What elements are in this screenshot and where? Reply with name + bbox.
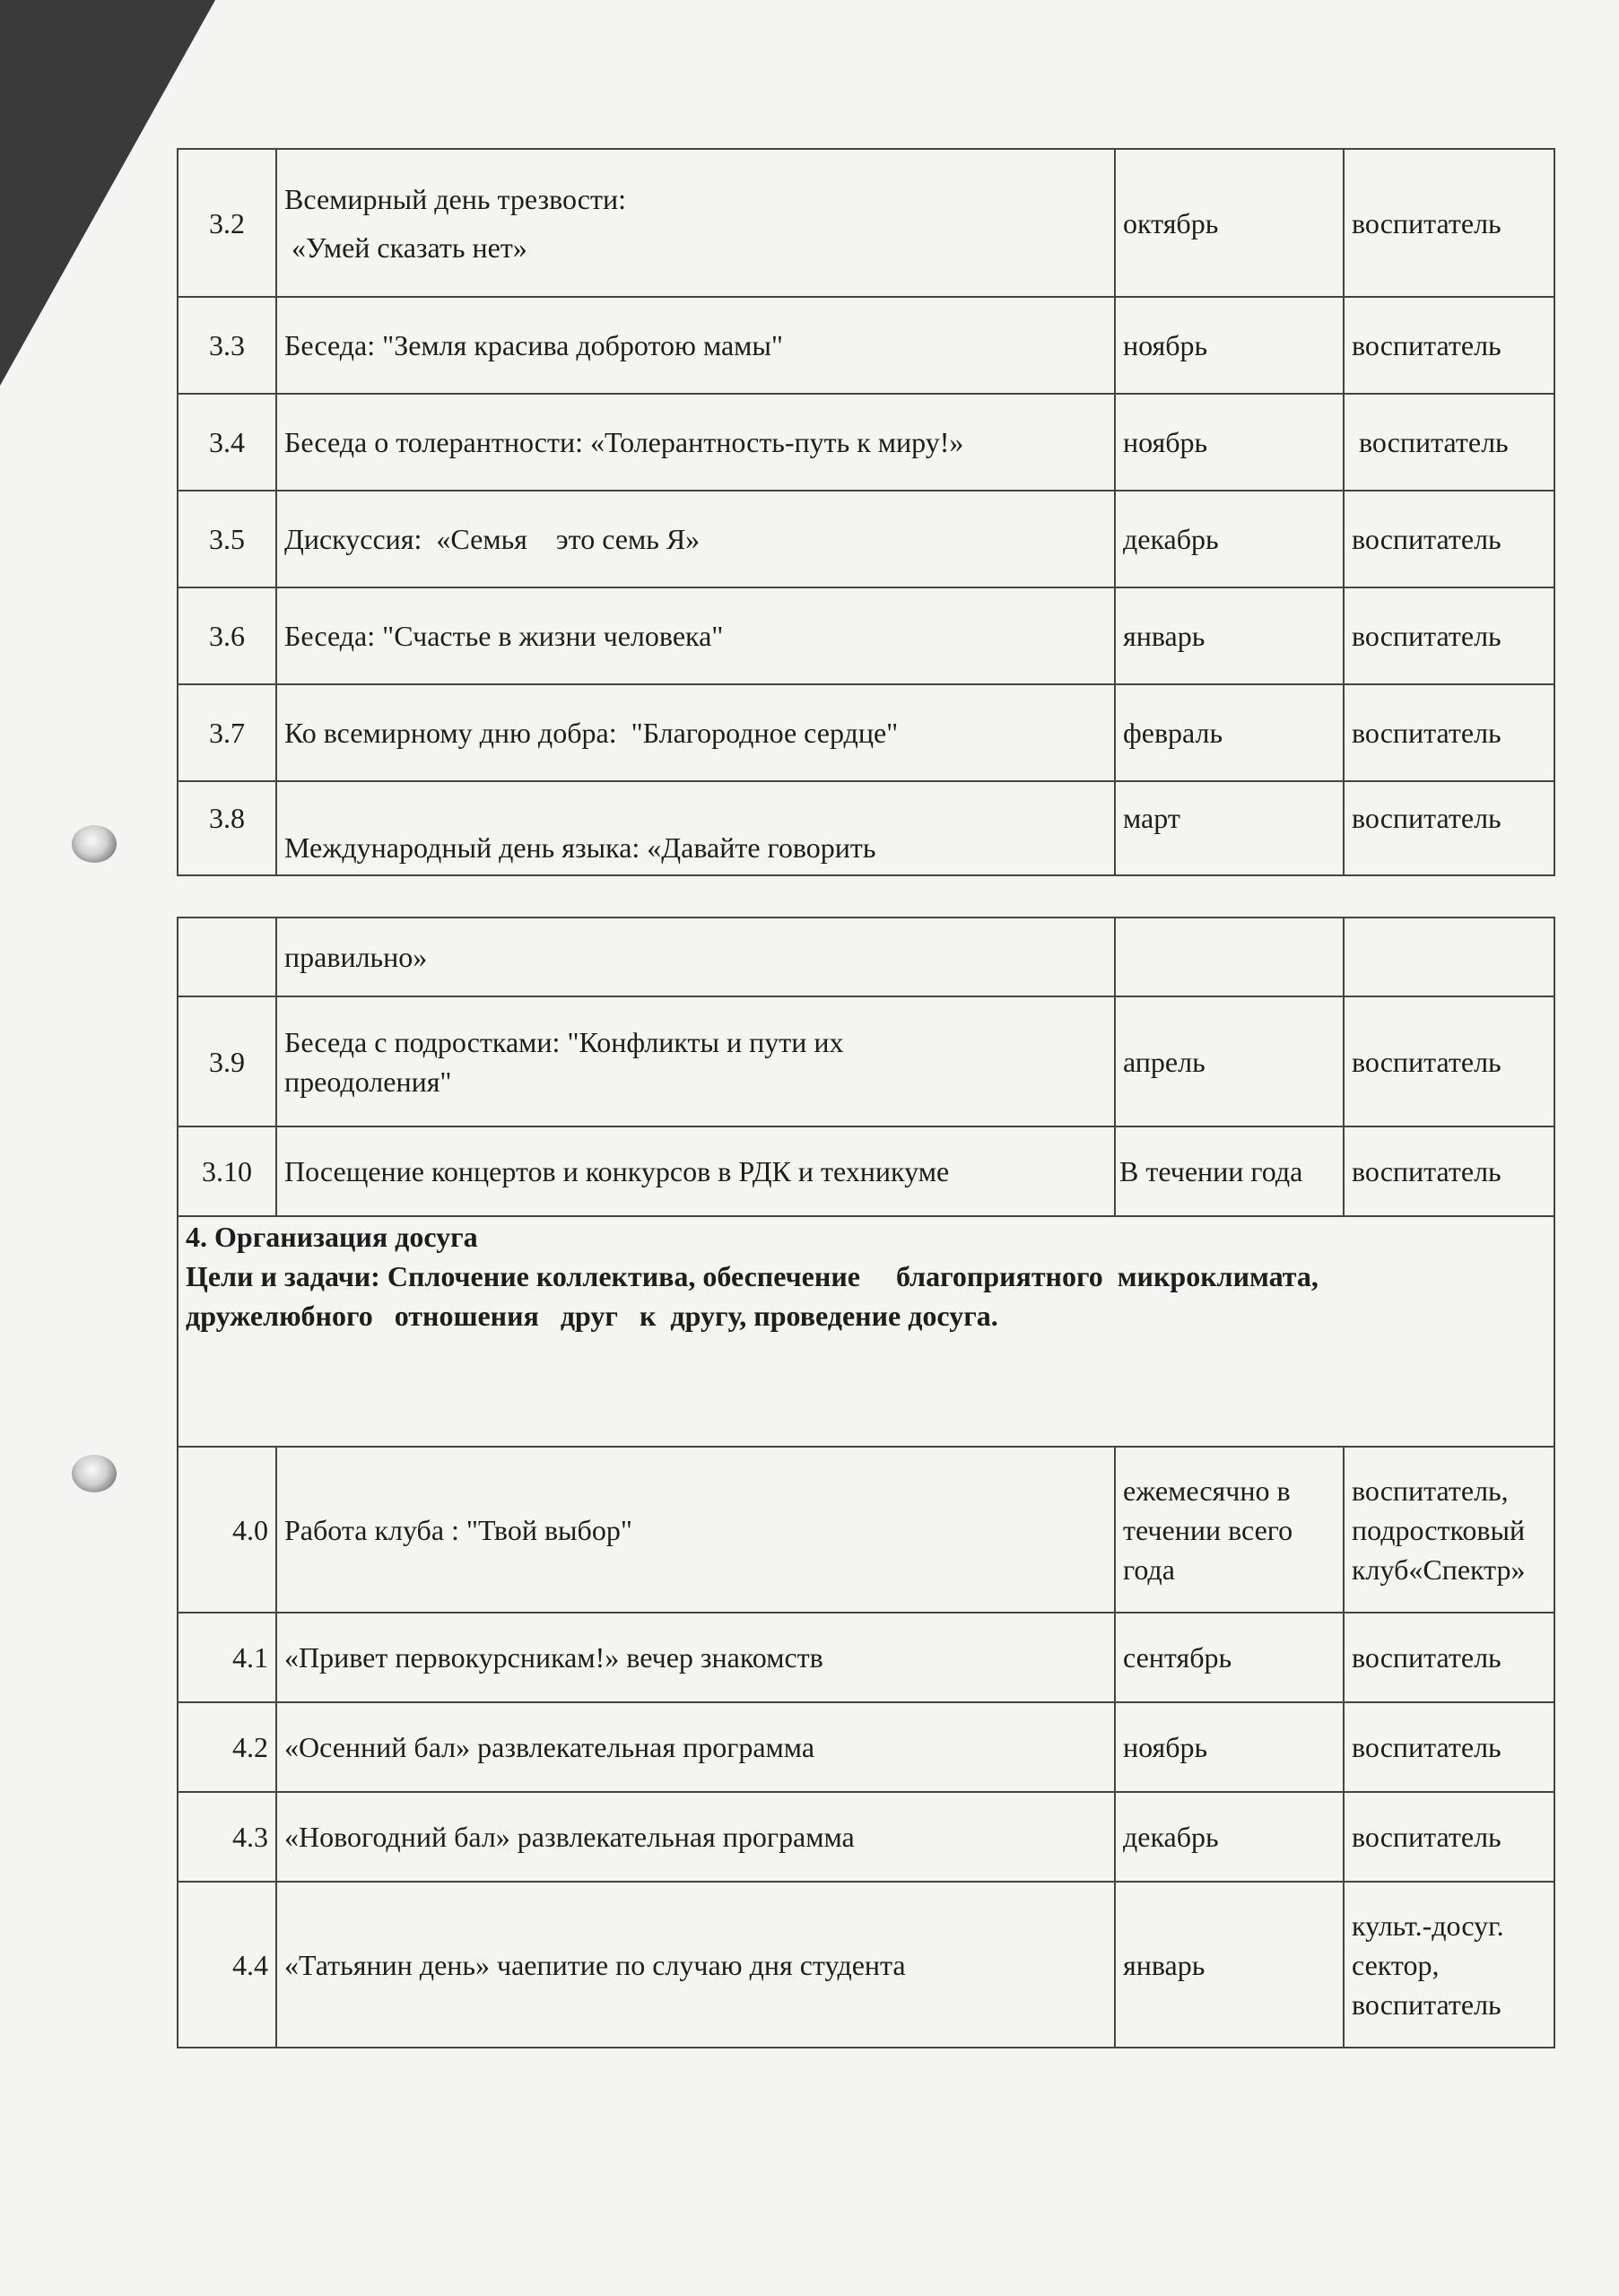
- event-cell: Ко всемирному дню добра: "Благородное сердце": [276, 684, 1115, 781]
- responsible-cell: воспитатель: [1344, 149, 1554, 297]
- table-row: [178, 1613, 1554, 1702]
- row-number: 3.3: [178, 297, 276, 394]
- date-cell: [1115, 1447, 1344, 1613]
- date-cell: ноябрь: [1115, 394, 1344, 491]
- events-table-part2: [177, 917, 1555, 2048]
- date-cell: октябрь: [1115, 149, 1344, 297]
- table-row: [178, 1882, 1554, 2048]
- table-row: [178, 394, 1554, 491]
- responsible-line: культ.-досуг.: [1352, 1909, 1504, 1942]
- event-cell: «Новогодний бал» развлекательная программа: [276, 1792, 1115, 1882]
- event-cell: Дискуссия: «Семья это семь Я»: [276, 491, 1115, 587]
- responsible-cell: воспитатель: [1344, 781, 1554, 875]
- date-line: ежемесячно в: [1123, 1474, 1291, 1507]
- responsible-cell: воспитатель: [1344, 1702, 1554, 1792]
- event-cell: [276, 996, 1115, 1126]
- event-cell: Посещение концертов и конкурсов в РДК и техникуме: [276, 1126, 1115, 1216]
- row-number: 4.3: [178, 1792, 276, 1882]
- responsible-cell: воспитатель: [1344, 684, 1554, 781]
- responsible-cell: воспитатель: [1344, 996, 1554, 1126]
- event-cell: «Осенний бал» развлекательная программа: [276, 1702, 1115, 1792]
- responsible-cell: воспитатель: [1344, 1613, 1554, 1702]
- row-number: 3.5: [178, 491, 276, 587]
- event-line: Беседа с подростками: "Конфликты и пути их: [284, 1025, 844, 1058]
- row-number: 4.0: [178, 1447, 276, 1613]
- table-row: [178, 1126, 1554, 1216]
- date-line: года: [1123, 1552, 1175, 1586]
- row-number: 4.1: [178, 1613, 276, 1702]
- section-title: 4. Организация досуга: [186, 1221, 478, 1253]
- table-row: [178, 1447, 1554, 1613]
- date-cell: [1115, 918, 1344, 996]
- responsible-line: сектор,: [1352, 1948, 1440, 1981]
- date-cell: ноябрь: [1115, 1702, 1344, 1792]
- table-row-continuation: [178, 918, 1554, 996]
- row-number: 3.6: [178, 587, 276, 684]
- row-number: 4.2: [178, 1702, 276, 1792]
- row-number: 3.4: [178, 394, 276, 491]
- section-goals-line: дружелюбного отношения друг к другу, проведение досуга.: [186, 1300, 998, 1332]
- table-row: [178, 996, 1554, 1126]
- date-line: течении всего: [1123, 1513, 1293, 1546]
- events-table-part1: [177, 148, 1555, 876]
- event-cell: «Привет первокурсникам!» вечер знакомств: [276, 1613, 1115, 1702]
- table-row: [178, 781, 1554, 875]
- event-cell: правильно»: [276, 918, 1115, 996]
- table-row: [178, 149, 1554, 297]
- row-number: 4.4: [178, 1882, 276, 2048]
- section-header-row: [178, 1216, 1554, 1447]
- table-row: [178, 297, 1554, 394]
- section-block: [178, 1216, 1554, 1447]
- event-cell: Международный день языка: «Давайте говорить: [276, 781, 1115, 875]
- row-number: 3.10: [178, 1126, 276, 1216]
- table-row: [178, 491, 1554, 587]
- responsible-line: воспитатель: [1352, 1987, 1501, 2021]
- date-cell: декабрь: [1115, 1792, 1344, 1882]
- responsible-cell: воспитатель: [1344, 1792, 1554, 1882]
- table-row: [178, 1792, 1554, 1882]
- date-cell: февраль: [1115, 684, 1344, 781]
- date-cell: январь: [1115, 1882, 1344, 2048]
- event-line: преодоления": [284, 1065, 452, 1098]
- table-row: [178, 1702, 1554, 1792]
- row-number: [178, 918, 276, 996]
- event-cell: «Татьянин день» чаепитие по случаю дня студента: [276, 1882, 1115, 2048]
- event-line: Всемирный день трезвости:: [284, 182, 626, 215]
- event-cell: [276, 149, 1115, 297]
- date-cell: В течении года: [1115, 1126, 1344, 1216]
- event-cell: Работа клуба : "Твой выбор": [276, 1447, 1115, 1613]
- table-row: [178, 684, 1554, 781]
- row-number: 3.2: [178, 149, 276, 297]
- responsible-line: клуб«Спектр»: [1352, 1552, 1526, 1586]
- responsible-cell: воспитатель: [1344, 394, 1554, 491]
- responsible-cell: [1344, 918, 1554, 996]
- section-goals-line: Цели и задачи: Сплочение коллектива, обеспечение благоприятного микроклимата,: [186, 1260, 1319, 1292]
- responsible-cell: [1344, 1447, 1554, 1613]
- responsible-cell: воспитатель: [1344, 491, 1554, 587]
- event-cell: Беседа: "Земля красива добротою мамы": [276, 297, 1115, 394]
- row-number: 3.8: [178, 781, 276, 875]
- punch-hole-lower: [72, 1455, 117, 1492]
- event-line: «Умей сказать нет»: [284, 230, 527, 264]
- table-row: [178, 587, 1554, 684]
- punch-hole-upper: [72, 825, 117, 863]
- event-cell: Беседа о толерантности: «Толерантность-путь к миру!»: [276, 394, 1115, 491]
- responsible-cell: воспитатель: [1344, 587, 1554, 684]
- date-cell: январь: [1115, 587, 1344, 684]
- responsible-line: воспитатель,: [1352, 1474, 1509, 1507]
- responsible-cell: [1344, 1882, 1554, 2048]
- date-cell: март: [1115, 781, 1344, 875]
- date-cell: декабрь: [1115, 491, 1344, 587]
- responsible-cell: воспитатель: [1344, 1126, 1554, 1216]
- date-cell: сентябрь: [1115, 1613, 1344, 1702]
- date-cell: ноябрь: [1115, 297, 1344, 394]
- row-number: 3.9: [178, 996, 276, 1126]
- row-number: 3.7: [178, 684, 276, 781]
- responsible-cell: воспитатель: [1344, 297, 1554, 394]
- responsible-line: подростковый: [1352, 1513, 1526, 1546]
- date-cell: апрель: [1115, 996, 1344, 1126]
- event-cell: Беседа: "Счастье в жизни человека": [276, 587, 1115, 684]
